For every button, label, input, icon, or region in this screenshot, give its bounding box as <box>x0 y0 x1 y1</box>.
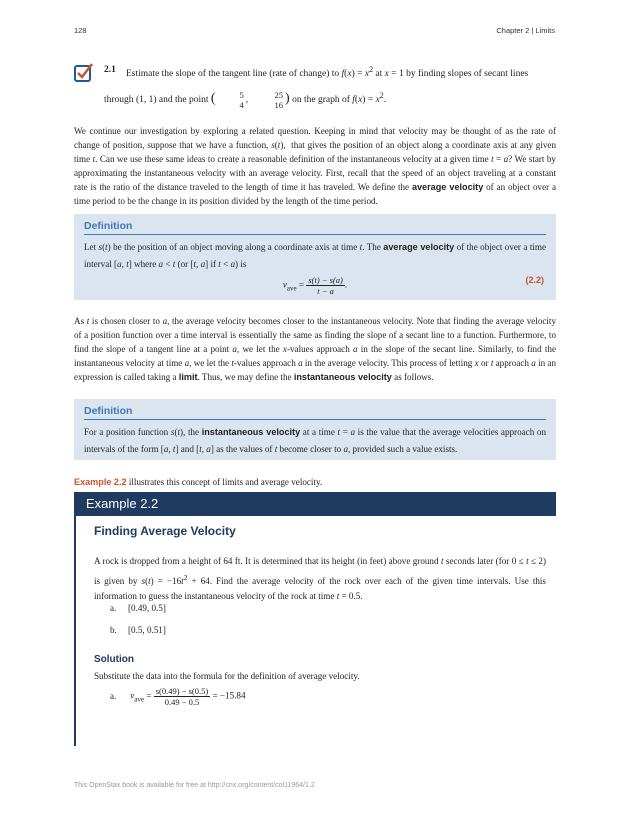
definition-title: Definition <box>84 405 133 417</box>
term-average-velocity: average velocity <box>411 182 484 193</box>
example-problem: A rock is dropped from a height of 64 ft. It is determined that its height (in feet) above ground t seconds later (for 0 ≤ t ≤ 2) is given by $s(t) = -16t^2 + 64$. Find the average velocity of the rock over each of the given time intervals. Use this information to guess the instantaneous velocity of the rock at time t = 0.5. <box>94 556 547 602</box>
page-number: 128 <box>74 26 87 35</box>
solution-text: Substitute the data into the formula for the definition of average velocity. <box>94 671 360 681</box>
example-left-rule <box>74 516 76 746</box>
average-velocity-formula: $v_{ave}$ = $\frac{s(t) - s(a)}{t - a}$ . <box>282 275 348 296</box>
example-subtitle: Finding Average Velocity <box>94 524 236 538</box>
example-reference: Example 2.2 illustrates this concept of limits and average velocity. <box>74 477 323 487</box>
definition-average-velocity <box>74 214 556 300</box>
limit-paragraph: As t is chosen closer to a, the average velocity becomes closer to the instantaneous velocity. Note that finding the average velocity of a position function over a time interval is essentially the same as finding the slope of a secant line to a function. Furthermore, to find the slope of a tangent line at a point a, we let the x-values approach a in the slope of the secant line. Similarly, to find the instantaneous velocity at time a, we let the t-values approach a in the average velocity. This process of letting x or t approach a in an expression is called taking a limit. Thus, we may define the instantaneous velocity as follows. <box>74 316 556 383</box>
definition-instantaneous-velocity <box>74 399 556 460</box>
equation-number: (2.2) <box>525 275 544 285</box>
definition-body: Let s(t) be the position of an object moving along a coordinate axis at time t. The average velocity of the object over a time interval [a, t] where a < t (or [t, a] if t < a) is $v_{ave}$ = $\frac{s(t) - s(a)}{t - a}$ . <box>84 242 546 296</box>
checkpoint-text: Estimate the slope of the tangent line (rate of change) to $f(x) = x^2$ at x = 1 by finding slopes of secant lines through (1, 1) and the point ( 5 4 , 25 16 ) on the graph of $f(x) = x^2$. <box>104 65 529 111</box>
checkpoint-block <box>74 59 559 111</box>
solution-title: Solution <box>94 654 134 665</box>
example-item-a: a. [0.49, 0.5] <box>110 603 166 613</box>
example-link[interactable]: Example 2.2 <box>74 477 127 487</box>
example-item-b: b. [0.5, 0.51] <box>110 625 166 635</box>
term-instantaneous-velocity: instantaneous velocity <box>293 372 392 383</box>
definition-title: Definition <box>84 220 133 232</box>
checkpoint-number: 2.1 <box>104 65 116 75</box>
term-limit: limit <box>178 372 198 383</box>
chapter-header: Chapter 2 | Limits <box>496 26 555 35</box>
checkpoint-icon <box>74 62 94 82</box>
example-title-bar: Example 2.2 <box>74 492 556 516</box>
solution-item-a: a. $v_{ave}$ = $\frac{s(0.49) - s(0.5)}{0.49 - 0.5}$ = −15.84 <box>110 686 246 707</box>
definition-body: For a position function s(t), the instantaneous velocity at a time t = a is the value that the average velocities approach on intervals of the form [a, t] and [t, a] as the values of t become closer to a, provided such a value exists. <box>84 427 546 454</box>
footer-note: This OpenStax book is available for free at http://cnx.org/content/col11964/1.2 <box>74 782 315 789</box>
intro-paragraph: We continue our investigation by exploring a related question. Keeping in mind that velocity may be thought of as the rate of change of position, suppose that we have a function, s(t), that gives the position of an object along a coordinate axis at any given time t. Can we use these same ideas to create a reasonable definition of the instantaneous velocity at a given time t = a? We start by approximating the instantaneous velocity with an average velocity. First, recall that the speed of an object traveling at a constant rate is the ratio of the distance traveled to the length of time it has traveled. We define the average velocity of an object over a time period to be the change in its position divided by the length of the time period. <box>74 126 557 207</box>
